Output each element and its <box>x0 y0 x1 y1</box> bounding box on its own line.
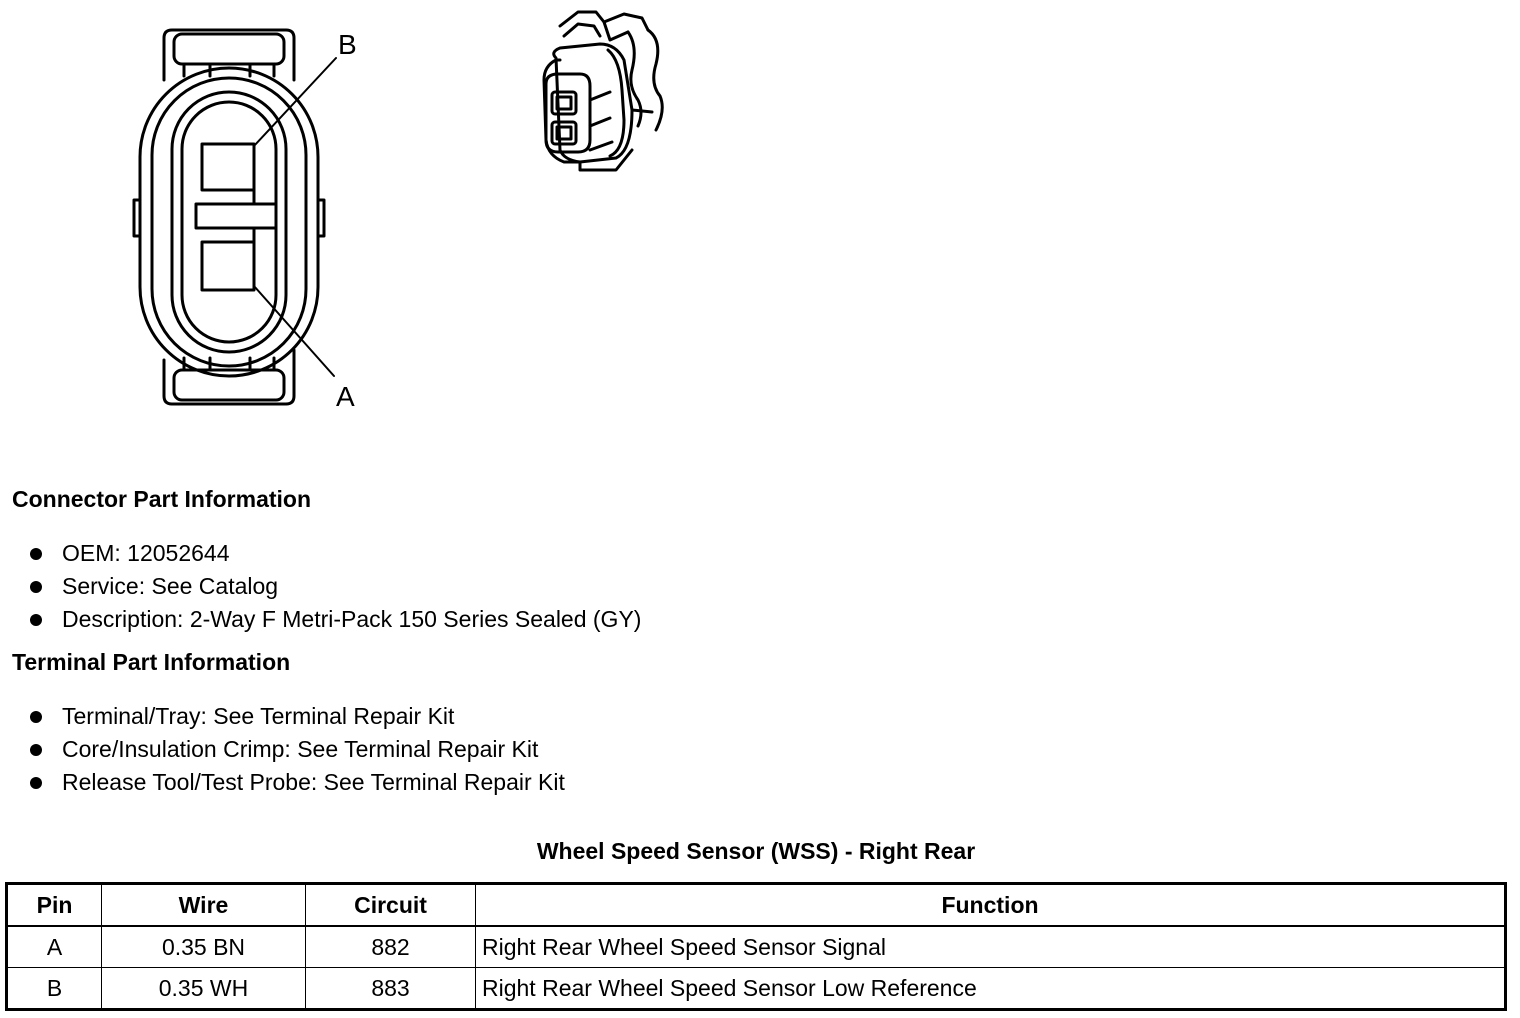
terminal-info-heading: Terminal Part Information <box>12 649 291 675</box>
list-item <box>30 733 565 766</box>
list-item-text: Service: See Catalog <box>62 573 279 599</box>
bullet-icon <box>30 711 42 723</box>
pin-a-label: A <box>336 381 355 412</box>
list-item <box>30 700 565 733</box>
connector-isometric-view <box>520 0 690 180</box>
column-header-wire: Wire <box>102 884 306 927</box>
column-header-pin: Pin <box>7 884 102 927</box>
connector-info-list <box>30 537 641 636</box>
column-header-function: Function <box>476 884 1506 927</box>
circuit-cell: 882 <box>306 926 476 968</box>
table-row <box>7 968 1506 1010</box>
bullet-icon <box>30 777 42 789</box>
bullet-icon <box>30 548 42 560</box>
list-item <box>30 766 565 799</box>
pin-cell: B <box>7 968 102 1010</box>
function-cell: Right Rear Wheel Speed Sensor Signal <box>476 926 1506 968</box>
terminal-info-list <box>30 700 565 799</box>
bullet-icon <box>30 744 42 756</box>
list-item-text: OEM: 12052644 <box>62 540 230 566</box>
circuit-cell: 883 <box>306 968 476 1010</box>
list-item <box>30 603 641 636</box>
bullet-icon <box>30 614 42 626</box>
table-title: Wheel Speed Sensor (WSS) - Right Rear <box>536 838 976 864</box>
list-item-text: Terminal/Tray: See Terminal Repair Kit <box>62 703 455 729</box>
list-item-text: Description: 2-Way F Metri-Pack 150 Series Sealed (GY) <box>62 606 642 632</box>
table-row <box>7 926 1506 968</box>
pin-b-label: B <box>338 29 357 60</box>
bullet-icon <box>30 581 42 593</box>
column-header-circuit: Circuit <box>306 884 476 927</box>
list-item <box>30 570 641 603</box>
wire-cell: 0.35 WH <box>102 968 306 1010</box>
list-item-text: Release Tool/Test Probe: See Terminal Repair Kit <box>62 769 565 795</box>
connector-info-heading: Connector Part Information <box>12 486 312 512</box>
list-item-text: Core/Insulation Crimp: See Terminal Repair Kit <box>62 736 539 762</box>
function-cell: Right Rear Wheel Speed Sensor Low Reference <box>476 968 1506 1010</box>
connector-front-view <box>120 20 380 420</box>
wire-cell: 0.35 BN <box>102 926 306 968</box>
table-header-row <box>7 884 1506 927</box>
list-item <box>30 537 641 570</box>
pin-cell: A <box>7 926 102 968</box>
pinout-table <box>5 882 1507 1011</box>
